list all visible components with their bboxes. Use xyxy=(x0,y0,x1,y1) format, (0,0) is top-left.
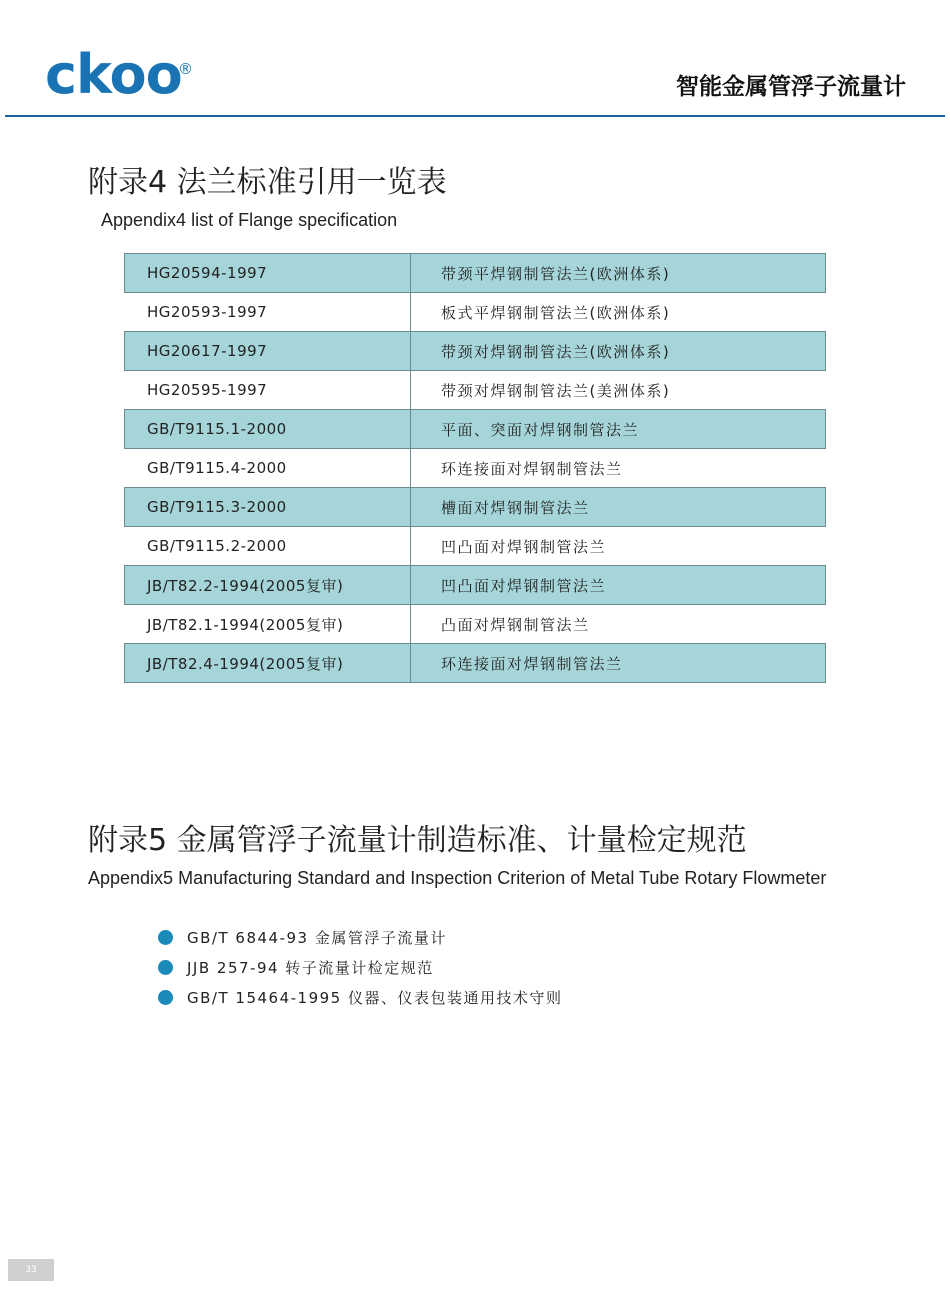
product-title: 智能金属管浮子流量计 xyxy=(676,74,906,100)
table-row xyxy=(125,371,826,410)
appendix5-title-en: Appendix5 Manufacturing Standard and Inspection Criterion of Metal Tube Rotary Flowmeter xyxy=(88,868,827,888)
spec-name: 凹凸面对焊钢制管法兰 xyxy=(411,527,826,566)
table-row xyxy=(125,566,826,605)
page-number: 33 xyxy=(8,1259,54,1281)
spec-code: GB/T9115.2-2000 xyxy=(125,527,411,566)
table-row xyxy=(125,449,826,488)
spec-name: 环连接面对焊钢制管法兰 xyxy=(411,449,826,488)
bullet-icon xyxy=(158,990,173,1005)
spec-code: HG20594-1997 xyxy=(125,254,411,293)
standards-list xyxy=(158,922,562,1012)
registered-mark: ® xyxy=(178,60,193,78)
table-row xyxy=(125,644,826,683)
spec-code: JB/T82.1-1994(2005复审) xyxy=(125,605,411,644)
spec-code: HG20595-1997 xyxy=(125,371,411,410)
appendix4-title-cn: 附录4 法兰标准引用一览表 xyxy=(88,165,447,200)
flange-spec-table xyxy=(124,253,826,683)
table-row xyxy=(125,293,826,332)
table-row xyxy=(125,488,826,527)
list-item xyxy=(158,922,562,952)
header-divider xyxy=(5,115,945,117)
list-item xyxy=(158,952,562,982)
appendix4-title-en: Appendix4 list of Flange specification xyxy=(101,210,398,230)
standard-text: GB/T 6844-93 金属管浮子流量计 xyxy=(187,928,447,947)
standard-text: JJB 257-94 转子流量计检定规范 xyxy=(187,958,434,977)
spec-code: HG20617-1997 xyxy=(125,332,411,371)
spec-name: 板式平焊钢制管法兰(欧洲体系) xyxy=(411,293,826,332)
table-row xyxy=(125,332,826,371)
appendix5-title-cn: 附录5 金属管浮子流量计制造标准、计量检定规范 xyxy=(88,823,747,858)
spec-code: GB/T9115.1-2000 xyxy=(125,410,411,449)
spec-name: 凸面对焊钢制管法兰 xyxy=(411,605,826,644)
bullet-icon xyxy=(158,960,173,975)
spec-code: GB/T9115.3-2000 xyxy=(125,488,411,527)
spec-name: 槽面对焊钢制管法兰 xyxy=(411,488,826,527)
spec-code: JB/T82.2-1994(2005复审) xyxy=(125,566,411,605)
table-row xyxy=(125,254,826,293)
spec-name: 带颈对焊钢制管法兰(美洲体系) xyxy=(411,371,826,410)
spec-code: JB/T82.4-1994(2005复审) xyxy=(125,644,411,683)
spec-code: HG20593-1997 xyxy=(125,293,411,332)
spec-name: 带颈对焊钢制管法兰(欧洲体系) xyxy=(411,332,826,371)
spec-code: GB/T9115.4-2000 xyxy=(125,449,411,488)
brand-logo: ckoo xyxy=(45,43,182,106)
table-row xyxy=(125,605,826,644)
list-item xyxy=(158,982,562,1012)
table-row xyxy=(125,410,826,449)
spec-name: 平面、突面对焊钢制管法兰 xyxy=(411,410,826,449)
table-row xyxy=(125,527,826,566)
standard-text: GB/T 15464-1995 仪器、仪表包装通用技术守则 xyxy=(187,988,563,1007)
bullet-icon xyxy=(158,930,173,945)
spec-name: 环连接面对焊钢制管法兰 xyxy=(411,644,826,683)
spec-name: 凹凸面对焊钢制管法兰 xyxy=(411,566,826,605)
spec-name: 带颈平焊钢制管法兰(欧洲体系) xyxy=(411,254,826,293)
